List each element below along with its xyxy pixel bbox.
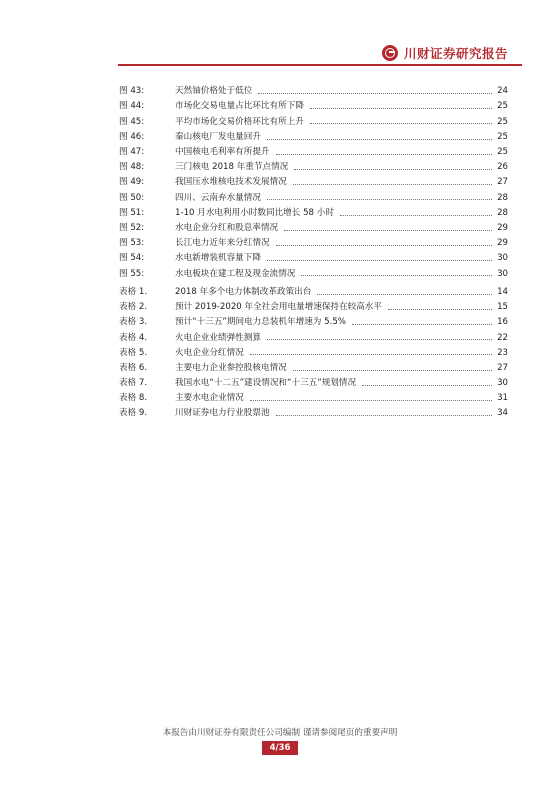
figure-entry-title: 中国核电毛利率有所提升 — [175, 147, 270, 157]
figure-entry-page: 28 — [497, 207, 508, 218]
table-entry[interactable] — [119, 376, 508, 391]
figure-entry[interactable] — [119, 251, 508, 266]
dot-leader — [310, 123, 492, 124]
table-entry-page: 31 — [497, 392, 508, 403]
figure-entry[interactable] — [119, 145, 508, 160]
table-entry-page: 30 — [497, 377, 508, 388]
figure-entry-title: 水电板块在建工程及现金流情况 — [175, 268, 296, 279]
dot-leader — [340, 215, 492, 216]
dot-leader — [284, 230, 492, 231]
table-entry-title: 主要水电企业情况 — [175, 392, 244, 403]
table-entry-title: 我国水电“十二五”建设情况和“十三五”规划情况 — [175, 377, 357, 388]
table-entry-page: 34 — [497, 408, 508, 418]
table-entry-label: 表格 9. — [119, 408, 148, 418]
figure-entry-page: 29 — [497, 223, 508, 233]
table-entry-label: 表格 2. — [119, 302, 148, 313]
figure-entry-title: 长江电力近年来分红情况 — [175, 238, 270, 249]
table-entry[interactable] — [119, 361, 508, 376]
table-entry-page: 27 — [497, 362, 508, 373]
table-entry-label: 表格 1. — [119, 287, 148, 298]
table-entry[interactable] — [119, 406, 508, 421]
dot-leader — [293, 370, 492, 371]
figure-entry[interactable] — [119, 84, 508, 99]
figure-entry-label: 图 53: — [119, 238, 145, 249]
dot-leader — [352, 324, 492, 325]
dot-leader — [276, 245, 492, 246]
table-entry-title: 川财证券电力行业股票池 — [175, 408, 270, 418]
figure-entry[interactable] — [119, 114, 508, 129]
table-entry-label: 表格 6. — [119, 362, 148, 373]
table-entry-page: 16 — [497, 317, 508, 328]
page-header — [0, 0, 560, 72]
figure-entry-label: 图 48: — [119, 162, 145, 173]
dot-leader — [276, 415, 492, 416]
footer-disclaimer: 本报告由川财证券有限责任公司编制 谨请参阅尾页的重要声明 — [162, 728, 398, 738]
table-entry-label: 表格 7. — [119, 377, 148, 388]
figure-entry[interactable] — [119, 130, 508, 145]
figure-entry-label: 图 44: — [119, 101, 145, 112]
dot-leader — [276, 154, 492, 155]
dot-leader — [250, 400, 492, 401]
figure-entry-label: 图 49: — [119, 177, 145, 188]
figure-entry-title: 四川、云南弃水量情况 — [175, 192, 261, 203]
figure-entry-label: 图 55: — [119, 268, 145, 279]
figure-entry-page: 25 — [497, 116, 508, 127]
figure-entry-title: 水电企业分红和股息率情况 — [175, 223, 279, 233]
table-entry[interactable] — [119, 300, 508, 315]
figure-entry-label: 图 46: — [119, 131, 145, 142]
figure-entry[interactable] — [119, 236, 508, 251]
figure-entry-label: 图 54: — [119, 253, 145, 264]
page-number-badge: 4/36 — [262, 741, 298, 755]
figure-entry-label: 图 47: — [119, 147, 145, 157]
dot-leader — [317, 294, 492, 295]
figure-entry-page: 25 — [497, 147, 508, 157]
figure-entry[interactable] — [119, 221, 508, 236]
figure-entry-page: 27 — [497, 177, 508, 188]
table-entry-label: 表格 4. — [119, 332, 148, 343]
figure-entry-page: 24 — [497, 86, 508, 97]
table-entry-title: 火电企业业绩弹性测算 — [175, 332, 261, 343]
table-entry-title: 2018 年多个电力体制改革政策出台 — [175, 287, 312, 298]
figure-entry[interactable] — [119, 190, 508, 205]
figure-entry-title: 水电新增装机容量下降 — [175, 253, 261, 264]
dot-leader — [294, 169, 492, 170]
table-entry-label: 表格 3. — [119, 317, 148, 328]
figure-entry[interactable] — [119, 99, 508, 114]
table-entry-label: 表格 5. — [119, 347, 148, 358]
dot-leader — [388, 309, 492, 310]
figure-entry-page: 30 — [497, 253, 508, 264]
figure-entry-label: 图 45: — [119, 116, 145, 127]
brand-name: 川财证券研究报告 — [403, 46, 508, 61]
figure-entry-page: 25 — [497, 131, 508, 142]
table-entry[interactable] — [119, 315, 508, 330]
brand — [382, 44, 508, 62]
dot-leader — [267, 199, 492, 200]
figure-entry-page: 30 — [497, 268, 508, 279]
dot-leader — [310, 108, 492, 109]
dot-leader — [258, 93, 492, 94]
table-entry[interactable] — [119, 330, 508, 345]
brand-logo-icon — [382, 45, 398, 61]
figure-entry-title: 1-10 月水电利用小时数同比增长 58 小时 — [175, 207, 334, 218]
figure-entry[interactable] — [119, 175, 508, 190]
table-entry-title: 预计“十三五”期间电力总装机年增速为 5.5% — [175, 317, 346, 328]
figure-entry[interactable] — [119, 206, 508, 221]
table-entry-title: 主要电力企业参控股核电情况 — [175, 362, 287, 373]
figure-entry-title: 我国压水堆核电技术发展情况 — [175, 177, 287, 188]
figure-entry[interactable] — [119, 266, 508, 281]
figure-entry-title: 天然铀价格处于低位 — [175, 86, 253, 97]
table-entry-page: 15 — [497, 302, 508, 313]
table-entry-page: 22 — [497, 332, 508, 343]
table-entry[interactable] — [119, 285, 508, 300]
figure-entry[interactable] — [119, 160, 508, 175]
figure-entry-label: 图 51: — [119, 207, 145, 218]
figure-entry-title: 秦山核电厂发电量回升 — [175, 131, 261, 142]
figure-entry-title: 三门核电 2018 年重节点情况 — [175, 162, 289, 173]
dot-leader — [301, 275, 492, 276]
table-entry[interactable] — [119, 345, 508, 360]
figure-entry-label: 图 43: — [119, 86, 145, 97]
figure-entry-page: 25 — [497, 101, 508, 112]
figure-entry-page: 28 — [497, 192, 508, 203]
dot-leader — [267, 339, 492, 340]
dot-leader — [293, 184, 492, 185]
dot-leader — [250, 354, 492, 355]
table-entry-title: 预计 2019-2020 年全社会用电量增速保持在较高水平 — [175, 302, 382, 313]
table-entry-page: 23 — [497, 347, 508, 358]
header-divider — [118, 64, 522, 66]
dot-leader — [267, 260, 492, 261]
table-entry[interactable] — [119, 391, 508, 406]
table-entry-title: 火电企业分红情况 — [175, 347, 244, 358]
figure-entry-label: 图 52: — [119, 223, 145, 233]
figure-entry-page: 26 — [497, 162, 508, 173]
figure-entry-page: 29 — [497, 238, 508, 249]
table-entry-page: 14 — [497, 287, 508, 298]
table-entry-label: 表格 8. — [119, 392, 148, 403]
figure-entry-title: 平均市场化交易价格环比有所上升 — [175, 116, 304, 127]
dot-leader — [267, 139, 492, 140]
dot-leader — [362, 385, 492, 386]
figure-entry-label: 图 50: — [119, 192, 145, 203]
figure-entry-title: 市场化交易电量占比环比有所下降 — [175, 101, 304, 112]
